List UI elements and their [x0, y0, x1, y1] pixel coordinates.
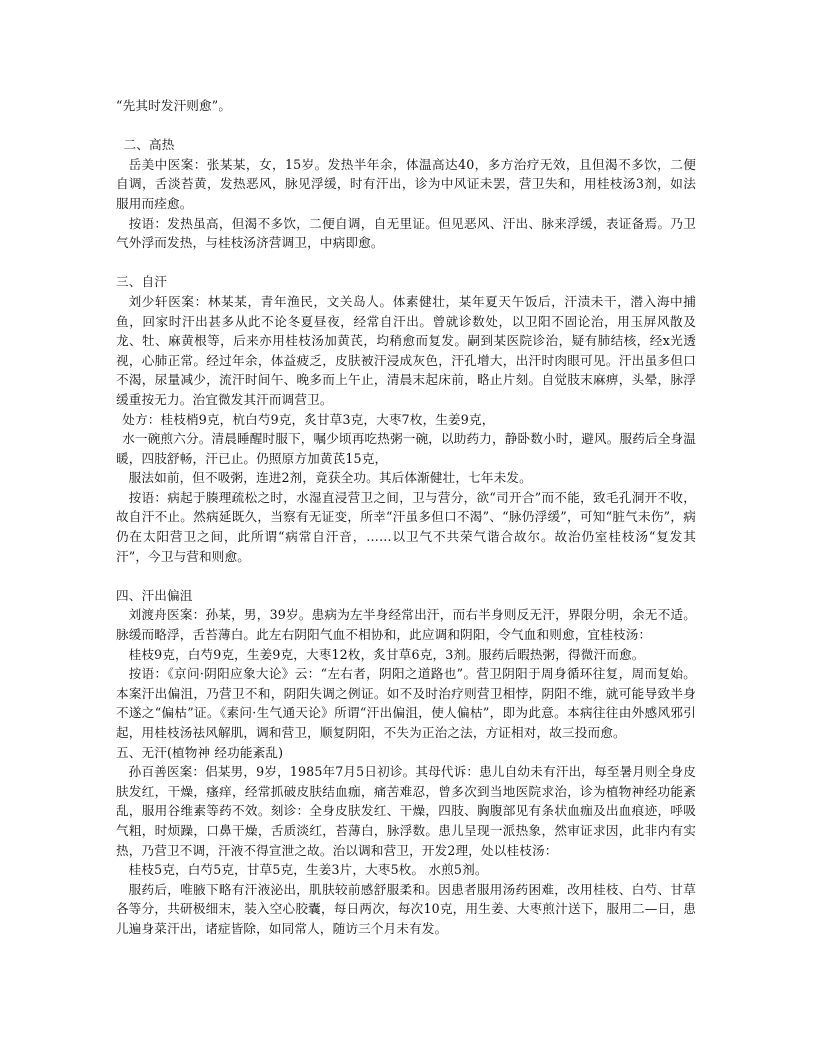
prescription-line: 处方：桂枝梢9克，杭白芍9克，炙甘草3克，大枣7枚，生姜9克，	[122, 411, 495, 427]
commentary-paragraph: 按语：发热虽高，但渴不多饮，二便自调，自无里证。但见恶风、汗出、脉来浮缓，表证备焉。乃卫气外浮而发热，与桂枝汤济营调卫，中病即愈。	[116, 215, 696, 251]
section-heading-one-sided-sweating: 四、汗出偏沮	[116, 587, 193, 603]
section-heading-spontaneous-sweating: 三、自汗	[116, 274, 167, 290]
prescription-instructions: 水一碗煎六分。清晨睡醒时服下，嘱少顷再吃热粥一碗，以助药力，静卧数小时，避风。服药后全身温暖，四肢舒畅，汗已止。仍照原方加黄芪15克，	[116, 431, 696, 466]
section-heading-high-fever: 二、高热	[123, 137, 175, 153]
prescription-line: 桂枝5克，白芍5克，甘草5克，生姜3片，大枣5枚。 水煎5剂。	[128, 862, 488, 878]
commentary-paragraph: 按语：病起于腠理疏松之时，水湿直浸营卫之间，卫与营分，欲“司开合”而不能，致毛孔洞开不收，故自汗不止。然病延既久，当察有无证变，所幸“汗虽多但口不渴”、“脉仍浮缓”，可知“脏气未伤”，病仍在太阳营卫之间，此所谓“病常自汗音，……以卫气不共荣气谐合故尔。故治仍室桂枝汤“复发其汗”，今卫与营和则愈。	[116, 489, 696, 564]
case-paragraph: 刘渡舟医案：孙某，男，39岁。患病为左半身经常出汗，而右半身则反无汗，界限分明，余无不适。脉缓而略浮，舌苔薄白。此左右阴阳气血不相协和，此应调和阴阳，令气血和则愈，宜桂枝汤：	[116, 607, 696, 643]
commentary-paragraph: 按语：《京问·阴阳应象大论》云：“左右者，阴阳之道路也”。营卫阴阳于周身循环往复，周而复始。本案汗出偏沮，乃营卫不和，阴阳失调之例证。如不及时治疗则营卫相悖，阴阳不维，就可能导致半身不遂之“偏枯”证。《素问·生气通天论》所谓“汗出偏沮，使人偏枯”，即为此意。本病往往由外感风邪引起，用桂枝汤祛风解肌，调和营卫，顺复阴阳，不失为正治之法，方证相对，故三投而愈。	[116, 666, 696, 740]
followup-paragraph: 服药后，唯腋下略有汗液泌出，肌肤较前感舒服柔和。因患者服用汤药困难，改用桂枝、白芍、甘草各等分，共研极细末，装入空心胶囊，每日两次，每次10克，用生姜、大枣煎汁送下，服用二—日，患儿遍身菜汗出，诸症皆除，如同常人，随访三个月未有发。	[116, 881, 696, 936]
document-body	[116, 96, 696, 939]
case-paragraph: 岳美中医案：张某某，女，15岁。发热半年余，体温高达40，多方治疗无效，且但渴不多饮，二便自调，舌淡苔黄，发热恶风，脉见浮缓，时有汗出，诊为中风证未罢，营卫失和，用桂枝汤3剂，如法服用而痊愈。	[116, 156, 696, 211]
prescription-line: 桂枝9克，白芍9克，生姜9克，大枣12枚，炙甘草6克，3剂。服药后暇热粥，得微汗而愈。	[128, 646, 645, 662]
followup-paragraph: 服法如前，但不吸粥，连进2剂，竟获全功。其后体渐健壮，七年未发。	[128, 470, 532, 486]
intro-line: “先其时发汗则愈”。	[116, 98, 232, 113]
case-paragraph: 孙百善医案：侣某男，9岁，1985年7月5日初诊。其母代诉：患儿自幼未有汗出，每至暑月则全身皮肤发红，干燥，瘙痒，经常抓破皮肤结血痂，痛苦难忍，曾多次到当地医院求治，诊为植物神经功能紊乱，服用谷维素等药不效。刻诊：全身皮肤发红、干燥，四肢、胸腹部见有条状血痂及出血痕迹，呼吸气粗，时烦躁，口鼻干燥，舌质淡红，苔薄白，脉浮数。患儿呈现一派热象，然审证求因，此非内有实热，乃营卫不调，汗液不得宣泄之故。治以调和营卫，开发2理，处以桂枝汤：	[116, 764, 696, 858]
section-heading-anhidrosis: 五、无汗(植物神 经功能紊乱)	[116, 744, 284, 760]
case-paragraph: 刘少轩医案：林某某，青年渔民，文关岛人。体素健壮，某年夏天午饭后，汗渍未干，潜入海中捕鱼，回家时汗出甚多从此不论冬夏昼夜，经常自汗出。曾就诊数处，以卫阳不固论治，用玉屏风散及龙、牡、麻黄根等，后来亦用桂枝汤加黄芪，均稍愈而复发。嗣到某医院诊治，疑有肺结核，经x光透视，心肺正常。经过年余，体益疲乏，皮肤被汗浸成灰色，汗孔增大，出汗时肉眼可见。汗出虽多但口不渴，尿量减少，流汗时间午、晚多而上午止，清晨末起床前，略止片刻。自觉肢末麻痹，头晕，脉浮缓重按无力。治宜微发其汗而调营卫。	[116, 293, 696, 407]
